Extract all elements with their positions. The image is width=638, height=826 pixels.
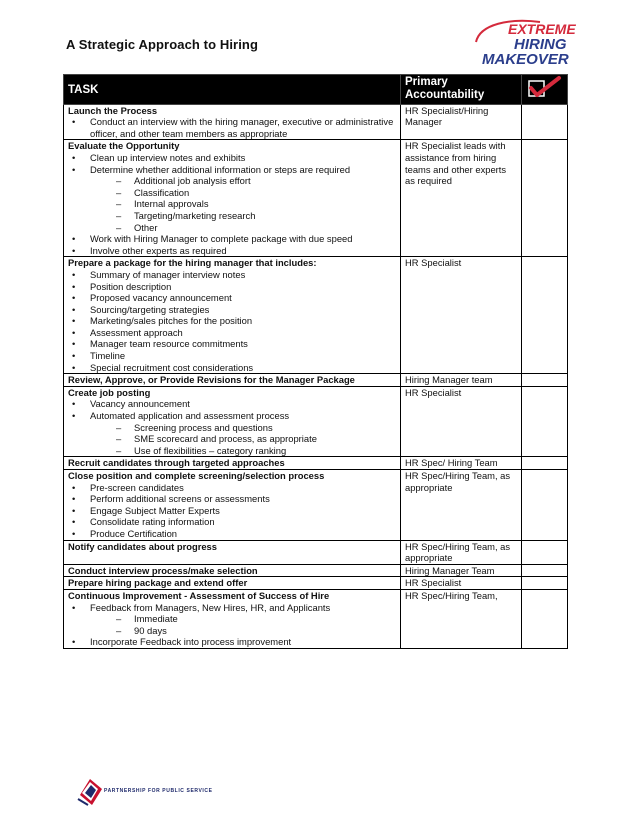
check-cell[interactable]: [522, 457, 568, 470]
task-title: Launch the Process: [68, 104, 158, 116]
task-cell: [64, 374, 401, 387]
accountability-column-header: Primary Accountability: [401, 75, 522, 105]
task-sub-item: – Use of flexibilities – category ranking: [68, 445, 396, 457]
task-bullet: [68, 152, 396, 164]
task-bullet-list: [68, 602, 396, 648]
sub-list-wrapper: [68, 175, 396, 233]
task-bullet: [68, 482, 396, 494]
table-row: [64, 104, 568, 140]
task-sub-list: [68, 613, 396, 636]
task-bullet: [68, 516, 396, 528]
task-sub-item: – Classification: [68, 187, 396, 199]
task-cell: [64, 564, 401, 577]
accountability-cell: HR Specialist: [401, 386, 522, 457]
task-bullet-text: Assessment approach: [90, 326, 183, 338]
task-bullet: [68, 292, 396, 304]
task-title: Prepare hiring package and extend offer: [68, 577, 248, 589]
footer-org-name: PARTNERSHIP FOR PUBLIC SERVICE: [104, 788, 213, 794]
task-title: Prepare a package for the hiring manager that includes:: [68, 257, 317, 269]
task-cell: [64, 589, 401, 648]
check-cell[interactable]: [522, 140, 568, 257]
accountability-cell: HR Spec/Hiring Team,: [401, 589, 522, 648]
task-bullet-list: [68, 116, 396, 139]
task-cell: [64, 540, 401, 564]
task-bullet: [68, 116, 396, 139]
table-row: [64, 140, 568, 257]
task-cell: [64, 140, 401, 257]
accountability-cell: HR Specialist leads with assistance from hiring teams and other experts as required: [401, 140, 522, 257]
task-sub-item: – Targeting/marketing research: [68, 210, 396, 222]
task-bullet-text: Position description: [90, 280, 172, 292]
table-row: [64, 374, 568, 387]
check-cell[interactable]: [522, 540, 568, 564]
table-row: [64, 564, 568, 577]
accountability-cell: HR Specialist: [401, 577, 522, 590]
task-title: Evaluate the Opportunity: [68, 140, 180, 152]
table-row: [64, 470, 568, 541]
task-sub-list: [68, 422, 396, 457]
task-bullet: [68, 398, 396, 410]
task-bullet-text: Summary of manager interview notes: [90, 268, 246, 280]
task-bullet: [68, 602, 396, 614]
task-bullet-list: [68, 398, 396, 456]
task-bullet-text: Feedback from Managers, New Hires, HR, and Applicants: [90, 601, 331, 613]
check-cell[interactable]: [522, 104, 568, 140]
task-title: Create job posting: [68, 386, 151, 398]
task-title: Conduct interview process/make selection: [68, 564, 258, 576]
table-body: [64, 104, 568, 648]
task-cell: [64, 457, 401, 470]
task-bullet: [68, 245, 396, 257]
task-bullet: [68, 493, 396, 505]
task-bullet-text: Pre-screen candidates: [90, 481, 184, 493]
task-bullet-text: Clean up interview notes and exhibits: [90, 151, 246, 163]
task-sub-item: – SME scorecard and process, as appropriate: [68, 433, 396, 445]
task-sub-item: – 90 days: [68, 625, 396, 637]
accountability-cell: HR Spec/Hiring Team, as appropriate: [401, 470, 522, 541]
task-title: Review, Approve, or Provide Revisions for the Manager Package: [68, 374, 355, 386]
check-cell[interactable]: [522, 564, 568, 577]
accountability-cell: HR Spec/Hiring Team, as appropriate: [401, 540, 522, 564]
task-bullet-text: Conduct an interview with the hiring manager, executive or administrative officer, and other team members as appropriate: [90, 116, 394, 139]
check-cell[interactable]: [522, 589, 568, 648]
task-bullet: [68, 338, 396, 350]
accountability-cell: HR Specialist/Hiring Manager: [401, 104, 522, 140]
task-title: Continuous Improvement - Assessment of Success of Hire: [68, 589, 330, 601]
task-bullet: [68, 164, 396, 176]
task-bullet: [68, 636, 396, 648]
table-row: [64, 540, 568, 564]
task-title: Notify candidates about progress: [68, 540, 217, 552]
task-bullet-text: Sourcing/targeting strategies: [90, 303, 210, 315]
logo-line-hiring: HIRING: [514, 36, 567, 53]
task-title: Recruit candidates through targeted approaches: [68, 457, 285, 469]
task-sub-list: [68, 175, 396, 233]
task-bullet-text: Manager team resource commitments: [90, 338, 248, 350]
task-bullet: [68, 505, 396, 517]
task-bullet-list: [68, 482, 396, 540]
task-bullet: [68, 269, 396, 281]
task-sub-item: – Screening process and questions: [68, 422, 396, 434]
task-cell: [64, 577, 401, 590]
accountability-cell: Hiring Manager Team: [401, 564, 522, 577]
task-bullet: [68, 281, 396, 293]
check-cell[interactable]: [522, 374, 568, 387]
accountability-cell: Hiring Manager team: [401, 374, 522, 387]
task-sub-item: – Immediate: [68, 613, 396, 625]
logo-line-extreme: EXTREME: [508, 21, 576, 37]
task-bullet-text: Automated application and assessment process: [90, 410, 290, 422]
task-bullet-text: Special recruitment cost considerations: [90, 361, 254, 373]
check-cell[interactable]: [522, 577, 568, 590]
check-cell[interactable]: [522, 386, 568, 457]
task-bullet: [68, 410, 396, 422]
task-bullet-list: [68, 152, 396, 256]
task-sub-item: – Additional job analysis effort: [68, 175, 396, 187]
table-row: [64, 257, 568, 374]
table-row: [64, 577, 568, 590]
task-cell: [64, 104, 401, 140]
table-row: [64, 386, 568, 457]
task-bullet-list: [68, 269, 396, 373]
task-bullet-text: Perform additional screens or assessments: [90, 493, 270, 505]
task-title: Close position and complete screening/selection process: [68, 470, 325, 481]
task-cell: [64, 386, 401, 457]
task-bullet-text: Timeline: [90, 350, 126, 362]
red-checkmark-icon: [525, 75, 565, 101]
accountability-cell: HR Spec/ Hiring Team: [401, 457, 522, 470]
hiring-task-table: [63, 74, 568, 649]
extreme-hiring-makeover-logo: [470, 16, 590, 68]
task-cell: [64, 257, 401, 374]
sub-list-wrapper: [68, 613, 396, 636]
task-bullet-text: Marketing/sales pitches for the position: [90, 315, 253, 327]
check-cell[interactable]: [522, 257, 568, 374]
task-bullet: [68, 362, 396, 374]
accountability-cell: HR Specialist: [401, 257, 522, 374]
document-title: A Strategic Approach to Hiring: [66, 37, 258, 52]
task-bullet-text: Determine whether additional information or steps are required: [90, 163, 351, 175]
task-column-header: TASK: [64, 75, 401, 105]
task-bullet: [68, 315, 396, 327]
task-bullet-text: Engage Subject Matter Experts: [90, 504, 220, 516]
task-bullet-text: Produce Certification: [90, 527, 178, 539]
check-cell[interactable]: [522, 470, 568, 541]
task-bullet: [68, 350, 396, 362]
logo-line-makeover: MAKEOVER: [482, 51, 569, 68]
task-bullet: [68, 327, 396, 339]
task-cell: [64, 470, 401, 541]
sub-list-wrapper: [68, 422, 396, 457]
task-bullet: [68, 528, 396, 540]
table-row: [64, 457, 568, 470]
table-header-row: [64, 75, 568, 105]
task-sub-item: – Internal approvals: [68, 198, 396, 210]
task-bullet-text: Work with Hiring Manager to complete package with due speed: [90, 233, 353, 245]
task-bullet-text: Proposed vacancy announcement: [90, 292, 232, 304]
task-bullet: [68, 304, 396, 316]
task-bullet-text: Involve other experts as required: [90, 244, 227, 256]
task-bullet: [68, 233, 396, 245]
task-bullet-text: Vacancy announcement: [90, 398, 190, 410]
task-bullet-text: Incorporate Feedback into process improvement: [90, 636, 292, 648]
table-row: [64, 589, 568, 648]
task-sub-item: – Other: [68, 222, 396, 234]
task-bullet-text: Consolidate rating information: [90, 516, 215, 528]
check-column-header: [522, 75, 568, 105]
